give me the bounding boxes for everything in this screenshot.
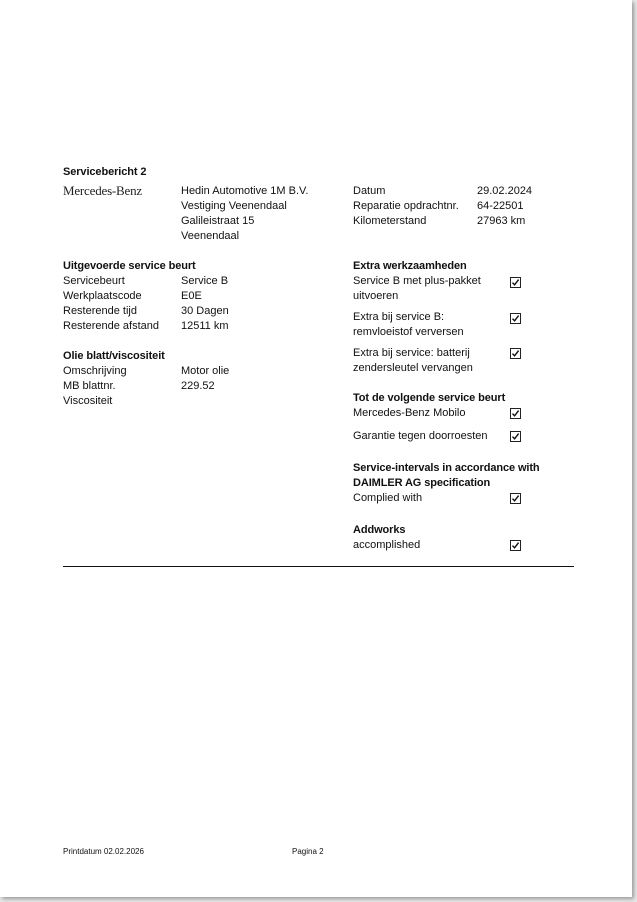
- checkbox[interactable]: [510, 493, 521, 504]
- field-value: 12511 km: [181, 320, 229, 332]
- field-value: Motor olie: [181, 365, 230, 377]
- field-value: 229.52: [181, 380, 215, 392]
- field-value: 30 Dagen: [181, 305, 229, 317]
- field-label: Omschrijving: [63, 365, 127, 377]
- field-label: Werkplaatscode: [63, 290, 142, 302]
- info-value: 29.02.2024: [477, 185, 533, 197]
- item-label: Complied with: [353, 492, 423, 504]
- item-label: Extra bij service B:: [353, 311, 445, 323]
- section-title: Uitgevoerde service beurt: [63, 260, 196, 272]
- divider: [63, 566, 574, 567]
- checkbox[interactable]: [510, 540, 521, 551]
- section-title: Service-intervals in accordance with: [353, 462, 540, 474]
- dealer-branch: Vestiging Veenendaal: [181, 200, 287, 212]
- checkbox[interactable]: [510, 313, 521, 324]
- print-date: Printdatum 02.02.2026: [63, 847, 144, 856]
- checkbox[interactable]: [510, 431, 521, 442]
- field-label: Resterende tijd: [63, 305, 137, 317]
- brand-logo: Mercedes-Benz: [63, 183, 142, 198]
- dealer-city: Veenendaal: [181, 230, 240, 242]
- dealer-name: Hedin Automotive 1M B.V.: [181, 185, 309, 197]
- item-label: Service B met plus-pakket: [353, 275, 481, 287]
- field-value: Service B: [181, 275, 229, 287]
- page-number: Pagina 2: [292, 847, 324, 856]
- info-value: 64-22501: [477, 200, 524, 212]
- section-title: Extra werkzaamheden: [353, 260, 467, 272]
- checkbox[interactable]: [510, 277, 521, 288]
- info-label: Datum: [353, 185, 386, 197]
- item-label: zendersleutel vervangen: [353, 362, 473, 374]
- section-title: DAIMLER AG specification: [353, 477, 491, 489]
- field-label: Resterende afstand: [63, 320, 160, 332]
- info-label: Kilometerstand: [353, 215, 427, 227]
- checkbox[interactable]: [510, 408, 521, 419]
- section-title: Addworks: [353, 524, 406, 536]
- item-label: remvloeistof verversen: [353, 326, 464, 338]
- item-label: Garantie tegen doorroesten: [353, 430, 488, 442]
- item-label: accomplished: [353, 539, 421, 551]
- field-label: Servicebeurt: [63, 275, 125, 287]
- field-label: Viscositeit: [63, 395, 113, 407]
- item-label: Mercedes-Benz Mobilo: [353, 407, 466, 419]
- item-label: Extra bij service: batterij: [353, 347, 470, 359]
- field-label: MB blattnr.: [63, 380, 116, 392]
- section-title: Tot de volgende service beurt: [353, 392, 506, 404]
- report-title: Servicebericht 2: [63, 166, 147, 178]
- dealer-street: Galileistraat 15: [181, 215, 255, 227]
- checkbox[interactable]: [510, 348, 521, 359]
- section-title: Olie blatt/viscositeit: [63, 350, 165, 362]
- item-label: uitvoeren: [353, 290, 399, 302]
- field-value: E0E: [181, 290, 202, 302]
- info-value: 27963 km: [477, 215, 526, 227]
- info-label: Reparatie opdrachtnr.: [353, 200, 459, 212]
